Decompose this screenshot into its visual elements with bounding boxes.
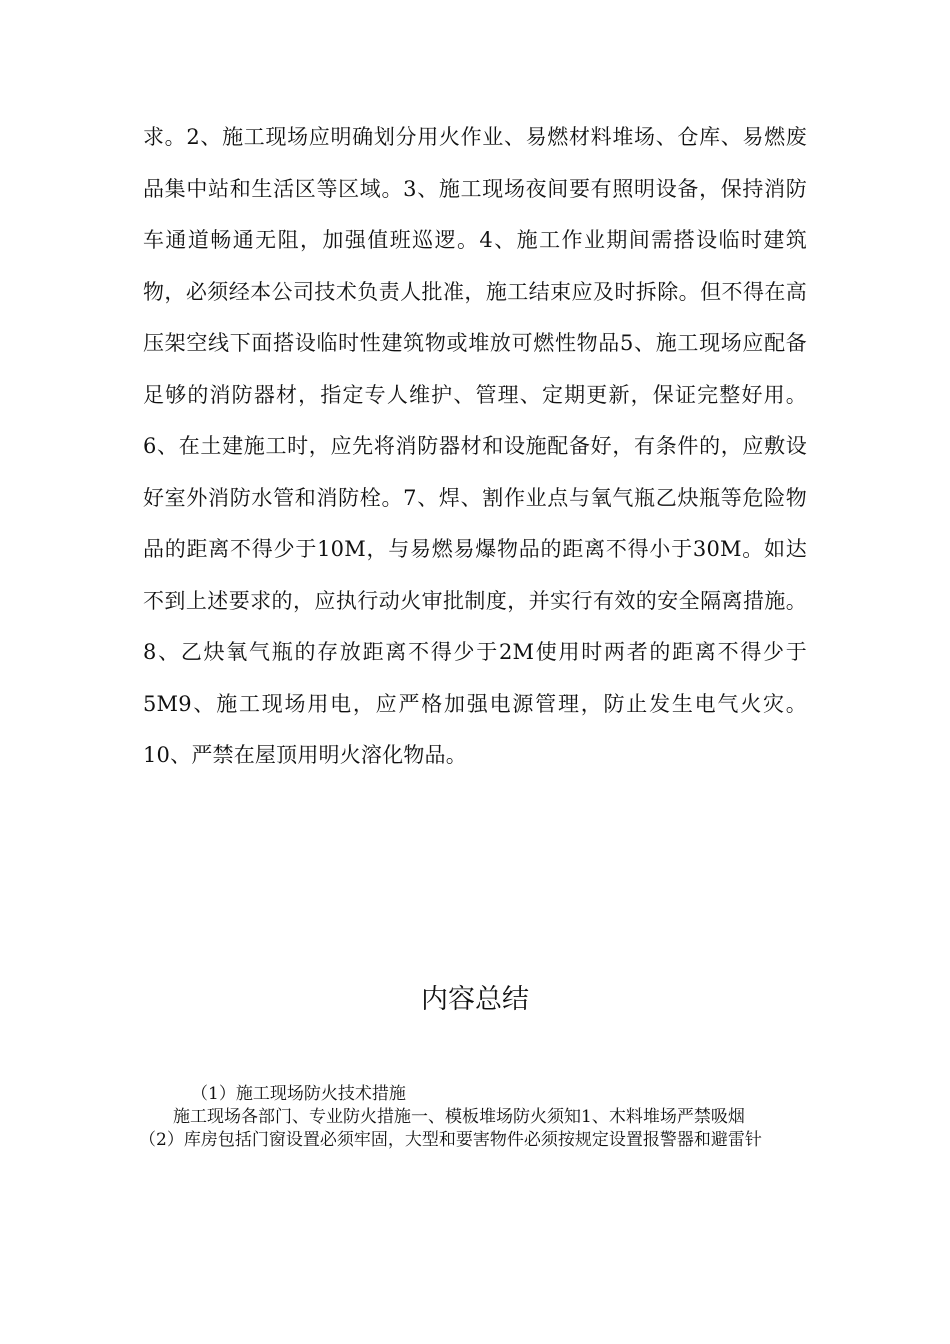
summary-title: 内容总结	[421, 984, 529, 1015]
summary-section	[139, 1083, 807, 1152]
summary-item-1-heading: （1）施工现场防火技术措施	[191, 1084, 406, 1104]
body-paragraph: 求。2、施工现场应明确划分用火作业、易燃材料堆场、仓库、易燃废品集中站和生活区等区域。3、施工现场夜间要有照明设备，保持消防车通道畅通无阻，加强值班巡逻。4、施工作业期间需搭设临时建筑物，必须经本公司技术负责人批准，施工结束应及时拆除。但不得在高压架空线下面搭设临时性建筑物或堆放可燃性物品5、施工现场应配备足够的消防器材，指定专人维护、管理、定期更新，保证完整好用。6、在土建施工时，应先将消防器材和设施配备好，有条件的，应敷设好室外消防水管和消防栓。7、焊、割作业点与氧气瓶乙炔瓶等危险物品的距离不得少于10M，与易燃易爆物品的距离不得小于30M。如达不到上述要求的，应执行动火审批制度，并实行有效的安全隔离措施。8、乙炔氧气瓶的存放距离不得少于2M使用时两者的距离不得少于5M9、施工现场用电，应严格加强电源管理，防止发生电气火灾。10、严禁在屋顶用明火溶化物品。	[143, 125, 807, 767]
summary-item-2-text: （2）库房包括门窗设置必须牢固，大型和要害物件必须按规定设置报警器和避雷针	[139, 1130, 762, 1150]
summary-item-1-text: 施工现场各部门、专业防火措施一、模板堆场防火须知1、木料堆场严禁吸烟	[173, 1107, 745, 1127]
